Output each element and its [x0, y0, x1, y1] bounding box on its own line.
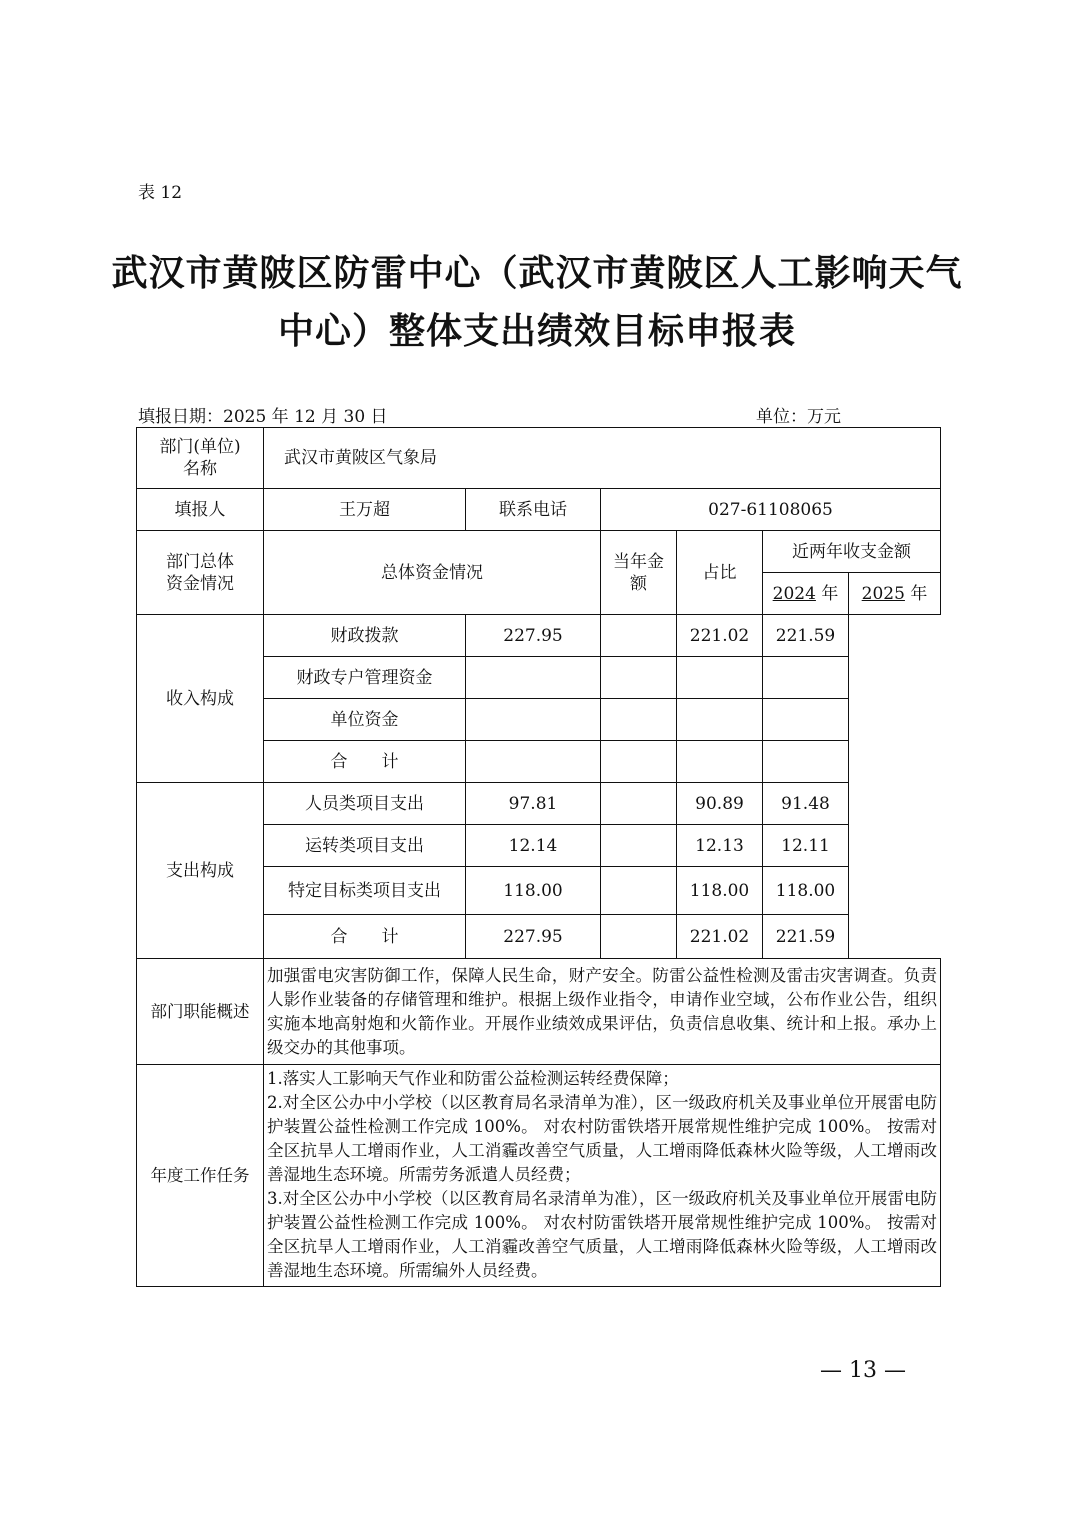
current-cell [466, 699, 601, 741]
y2024-cell [677, 699, 763, 741]
tasks-text [264, 1065, 941, 1287]
ratio-cell [601, 615, 677, 657]
current-cell: 12.14 [466, 825, 601, 867]
item-name: 人员类项目支出 [264, 783, 466, 825]
phone-label: 联系电话 [466, 489, 601, 531]
task-item: 3.对全区公办中小学校（以区教育局名录清单为准），区一级政府机关及事业单位开展雷电防护装置公益性检测工作完成 100%。 对农村防雷铁塔开展常规性维护完成 100%。 按需对全区抗旱人工增雨作业，人工消霾改善空气质量，人工增雨降低森林火险等级，人工增雨改善湿地生态环境。所需编外人员经费。 [267, 1189, 938, 1280]
recent-years-header: 近两年收支金额 [763, 531, 941, 573]
ratio-header: 占比 [677, 531, 763, 615]
expense-row [137, 783, 941, 825]
y2024-cell: 118.00 [677, 867, 763, 915]
phone-value: 027-61108065 [601, 489, 941, 531]
expense-label: 支出构成 [137, 783, 264, 959]
y2024-cell [677, 657, 763, 699]
current-cell: 227.95 [466, 915, 601, 959]
year-2025-header: 2025 年 [849, 573, 941, 615]
ratio-cell [601, 741, 677, 783]
item-name: 财政拨款 [264, 615, 466, 657]
functions-label: 部门职能概述 [137, 959, 264, 1065]
y2025-cell: 221.59 [763, 915, 849, 959]
item-name: 运转类项目支出 [264, 825, 466, 867]
ratio-cell [601, 915, 677, 959]
item-name: 单位资金 [264, 699, 466, 741]
functions-text: 加强雷电灾害防御工作，保障人民生命，财产安全。防雷公益性检测及雷击灾害调查。负责人影作业装备的存储管理和维护。根据上级作业指令，申请作业空域，公布作业公告，组织实施本地高射炮和火箭作业。开展作业绩效成果评估，负责信息收集、统计和上报。承办上级交办的其他事项。 [264, 959, 941, 1065]
filler-value: 王万超 [264, 489, 466, 531]
y2025-cell: 118.00 [763, 867, 849, 915]
filler-label: 填报人 [137, 489, 264, 531]
performance-table [136, 427, 941, 1287]
current-cell: 227.95 [466, 615, 601, 657]
current-amount-header: 当年金额 [601, 531, 677, 615]
task-item: 2.对全区公办中小学校（以区教育局名录清单为准），区一级政府机关及事业单位开展雷电防护装置公益性检测工作完成 100%。 对农村防雷铁塔开展常规性维护完成 100%。 按需对全区抗旱人工增雨作业，人工消霾改善空气质量，人工增雨降低森林火险等级，人工增雨改善湿地生态环境。所需劳务派遣人员经费； [267, 1093, 938, 1184]
y2025-cell: 12.11 [763, 825, 849, 867]
y2024-cell: 221.02 [677, 615, 763, 657]
y2024-cell: 221.02 [677, 915, 763, 959]
tasks-label: 年度工作任务 [137, 1065, 264, 1287]
ratio-cell [601, 699, 677, 741]
ratio-cell [601, 825, 677, 867]
item-name: 特定目标类项目支出 [264, 867, 466, 915]
current-cell [466, 741, 601, 783]
funds-section-label: 部门总体资金情况 [137, 531, 264, 615]
y2025-cell [763, 699, 849, 741]
item-name: 合 计 [264, 915, 466, 959]
dept-label: 部门(单位)名称 [137, 428, 264, 489]
y2025-cell [763, 741, 849, 783]
overall-header: 总体资金情况 [264, 531, 601, 615]
ratio-cell [601, 657, 677, 699]
current-cell [466, 657, 601, 699]
y2024-cell [677, 741, 763, 783]
fill-date: 填报日期：2025 年 12 月 30 日 [138, 407, 388, 427]
unit-label: 单位：万元 [756, 407, 841, 427]
y2025-cell: 221.59 [763, 615, 849, 657]
page-title: 武汉市黄陂区防雷中心（武汉市黄陂区人工影响天气中心）整体支出绩效目标申报表 [111, 252, 963, 352]
income-label: 收入构成 [137, 615, 264, 783]
y2025-cell [763, 657, 849, 699]
year-2024-header: 2024 年 [763, 573, 849, 615]
page-number: — 13 — [820, 1358, 906, 1383]
current-cell: 118.00 [466, 867, 601, 915]
y2025-cell: 91.48 [763, 783, 849, 825]
ratio-cell [601, 867, 677, 915]
table-number: 表 12 [138, 183, 183, 203]
y2024-cell: 12.13 [677, 825, 763, 867]
dept-value: 武汉市黄陂区气象局 [264, 428, 941, 489]
task-item: 1.落实人工影响天气作业和防雷公益检测运转经费保障； [267, 1069, 679, 1088]
item-name: 合 计 [264, 741, 466, 783]
y2024-cell: 90.89 [677, 783, 763, 825]
income-row [137, 615, 941, 657]
ratio-cell [601, 783, 677, 825]
current-cell: 97.81 [466, 783, 601, 825]
item-name: 财政专户管理资金 [264, 657, 466, 699]
